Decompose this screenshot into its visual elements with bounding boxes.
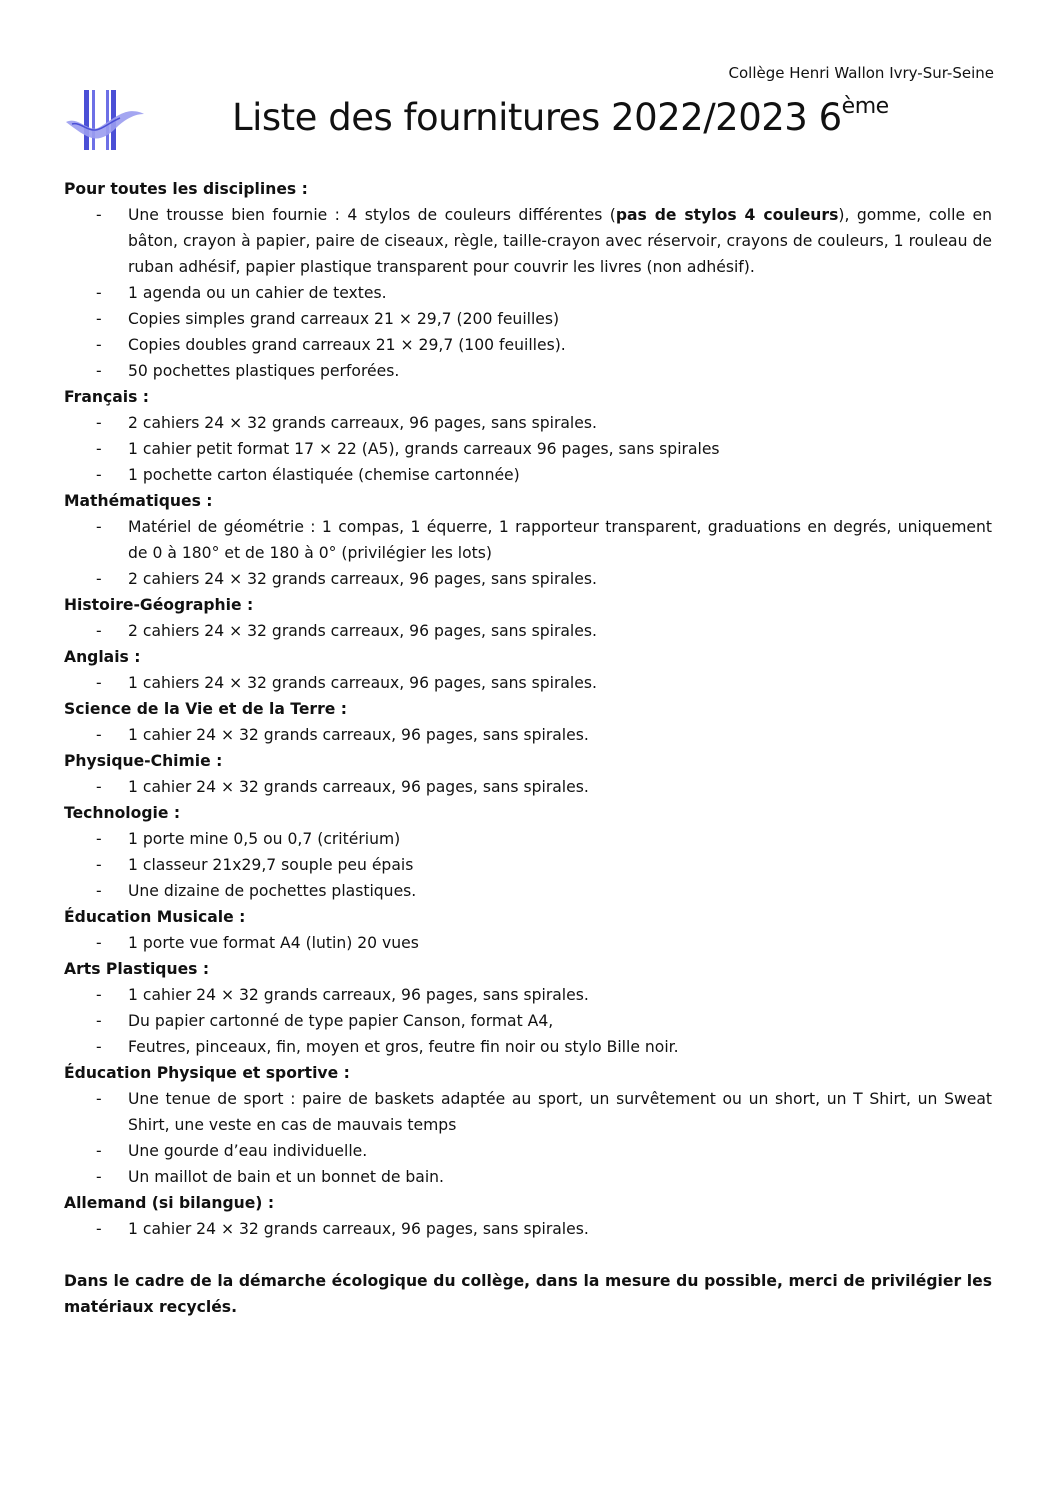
item-text: 1 cahiers 24 × 32 grands carreaux, 96 pages, sans spirales. (128, 674, 597, 692)
section-items (64, 930, 992, 956)
section-title: Allemand (si bilangue) : (64, 1194, 275, 1212)
item-text: 1 agenda ou un cahier de textes. (128, 284, 387, 302)
section-title: Pour toutes les disciplines : (64, 180, 308, 198)
school-name: Collège Henri Wallon Ivry-Sur-Seine (728, 64, 994, 82)
college-logo (64, 88, 146, 152)
list-item (64, 1164, 992, 1190)
title-text: Liste des fournitures 2022/2023 6 (232, 96, 842, 139)
section-title: Français : (64, 388, 150, 406)
item-text: 2 cahiers 24 × 32 grands carreaux, 96 pages, sans spirales. (128, 414, 597, 432)
list-item (64, 1138, 992, 1164)
list-item (64, 774, 992, 800)
bullet-dash: - (96, 414, 102, 432)
list-item (64, 306, 992, 332)
item-text: 1 cahier petit format 17 × 22 (A5), grands carreaux 96 pages, sans spirales (128, 440, 720, 458)
bullet-dash: - (96, 336, 102, 354)
list-item (64, 436, 992, 462)
list-item (64, 514, 992, 566)
bullet-dash: - (96, 726, 102, 744)
list-item (64, 358, 992, 384)
bullet-dash: - (96, 206, 102, 224)
page-title (232, 96, 889, 139)
item-text: Un maillot de bain et un bonnet de bain. (128, 1168, 445, 1186)
section-items (64, 410, 992, 488)
item-text: 1 pochette carton élastiquée (chemise cartonnée) (128, 466, 520, 484)
list-item (64, 1008, 992, 1034)
bullet-dash: - (96, 856, 102, 874)
bullet-dash: - (96, 570, 102, 588)
item-text: Une tenue de sport : paire de baskets adaptée au sport, un survêtement ou un short, un T Shirt, un Sweat Shirt, une veste en cas de mauvais temps (128, 1090, 992, 1134)
bullet-dash: - (96, 882, 102, 900)
bullet-dash: - (96, 440, 102, 458)
section-title: Éducation Musicale : (64, 908, 246, 926)
item-text: 1 porte vue format A4 (lutin) 20 vues (128, 934, 419, 952)
item-text: 1 porte mine 0,5 ou 0,7 (critérium) (128, 830, 401, 848)
section-items (64, 774, 992, 800)
item-text: 2 cahiers 24 × 32 grands carreaux, 96 pages, sans spirales. (128, 570, 597, 588)
list-item (64, 202, 992, 280)
item-text: Feutres, pinceaux, fin, moyen et gros, feutre fin noir ou stylo Bille noir. (128, 1038, 679, 1056)
item-text: Une dizaine de pochettes plastiques. (128, 882, 417, 900)
bullet-dash: - (96, 1012, 102, 1030)
bullet-dash: - (96, 362, 102, 380)
item-text: Copies simples grand carreaux 21 × 29,7 (200 feuilles) (128, 310, 560, 328)
list-item (64, 566, 992, 592)
section-title: Arts Plastiques : (64, 960, 210, 978)
list-item (64, 410, 992, 436)
item-text: ), gomme, colle en bâton, crayon à papier, paire de ciseaux, règle, taille-crayon avec réservoir, crayons de couleurs, 1 rouleau de ruban adhésif, papier plastique transparent pour couvrir les livres (non adhésif). (128, 206, 992, 276)
section-items (64, 514, 992, 592)
section-items (64, 722, 992, 748)
bullet-dash: - (96, 1142, 102, 1160)
bullet-dash: - (96, 284, 102, 302)
bullet-dash: - (96, 1090, 102, 1108)
list-item (64, 930, 992, 956)
section-title: Anglais : (64, 648, 141, 666)
item-text: 1 cahier 24 × 32 grands carreaux, 96 pages, sans spirales. (128, 778, 589, 796)
title-superscript: ème (841, 94, 889, 119)
item-text: Une gourde d’eau individuelle. (128, 1142, 368, 1160)
bullet-dash: - (96, 986, 102, 1004)
item-text: 50 pochettes plastiques perforées. (128, 362, 400, 380)
supply-list (64, 176, 992, 1336)
bullet-dash: - (96, 674, 102, 692)
item-text: 1 classeur 21x29,7 souple peu épais (128, 856, 414, 874)
list-item (64, 618, 992, 644)
section-items (64, 1216, 992, 1242)
bullet-dash: - (96, 518, 102, 536)
list-item (64, 878, 992, 904)
list-item (64, 462, 992, 488)
section-title: Technologie : (64, 804, 181, 822)
list-item (64, 1034, 992, 1060)
bullet-dash: - (96, 1038, 102, 1056)
item-text: 1 cahier 24 × 32 grands carreaux, 96 pages, sans spirales. (128, 986, 589, 1004)
item-emphasis: pas de stylos 4 couleurs (615, 206, 839, 224)
bullet-dash: - (96, 830, 102, 848)
list-item (64, 982, 992, 1008)
item-text: Copies doubles grand carreaux 21 × 29,7 (100 feuilles). (128, 336, 566, 354)
list-item (64, 280, 992, 306)
list-item (64, 1216, 992, 1242)
section-items (64, 826, 992, 904)
item-text: Du papier cartonné de type papier Canson, format A4, (128, 1012, 554, 1030)
section-title: Physique-Chimie : (64, 752, 223, 770)
section-title: Science de la Vie et de la Terre : (64, 700, 348, 718)
section-items (64, 670, 992, 696)
item-text: Une trousse bien fournie : 4 stylos de couleurs différentes ( (128, 206, 616, 224)
list-item (64, 670, 992, 696)
bullet-dash: - (96, 778, 102, 796)
bullet-dash: - (96, 466, 102, 484)
section-items (64, 982, 992, 1060)
section-items (64, 202, 992, 384)
list-item (64, 722, 992, 748)
item-text: Matériel de géométrie : 1 compas, 1 équerre, 1 rapporteur transparent, graduations en degrés, uniquement de 0 à 180° et de 180 à 0° (privilégier les lots) (128, 518, 992, 562)
list-item (64, 826, 992, 852)
footer-note: Dans le cadre de la démarche écologique du collège, dans la mesure du possible, merci de privilégier les matériaux recyclés. (64, 1272, 992, 1316)
section-items (64, 1086, 992, 1190)
bullet-dash: - (96, 622, 102, 640)
list-item (64, 1086, 992, 1138)
item-text: 1 cahier 24 × 32 grands carreaux, 96 pages, sans spirales. (128, 726, 589, 744)
list-item (64, 332, 992, 358)
item-text: 1 cahier 24 × 32 grands carreaux, 96 pages, sans spirales. (128, 1220, 589, 1238)
list-item (64, 852, 992, 878)
bullet-dash: - (96, 310, 102, 328)
bullet-dash: - (96, 1220, 102, 1238)
item-text: 2 cahiers 24 × 32 grands carreaux, 96 pages, sans spirales. (128, 622, 597, 640)
section-title: Mathématiques : (64, 492, 213, 510)
bullet-dash: - (96, 1168, 102, 1186)
section-items (64, 618, 992, 644)
section-title: Éducation Physique et sportive : (64, 1064, 350, 1082)
section-title: Histoire-Géographie : (64, 596, 254, 614)
bullet-dash: - (96, 934, 102, 952)
